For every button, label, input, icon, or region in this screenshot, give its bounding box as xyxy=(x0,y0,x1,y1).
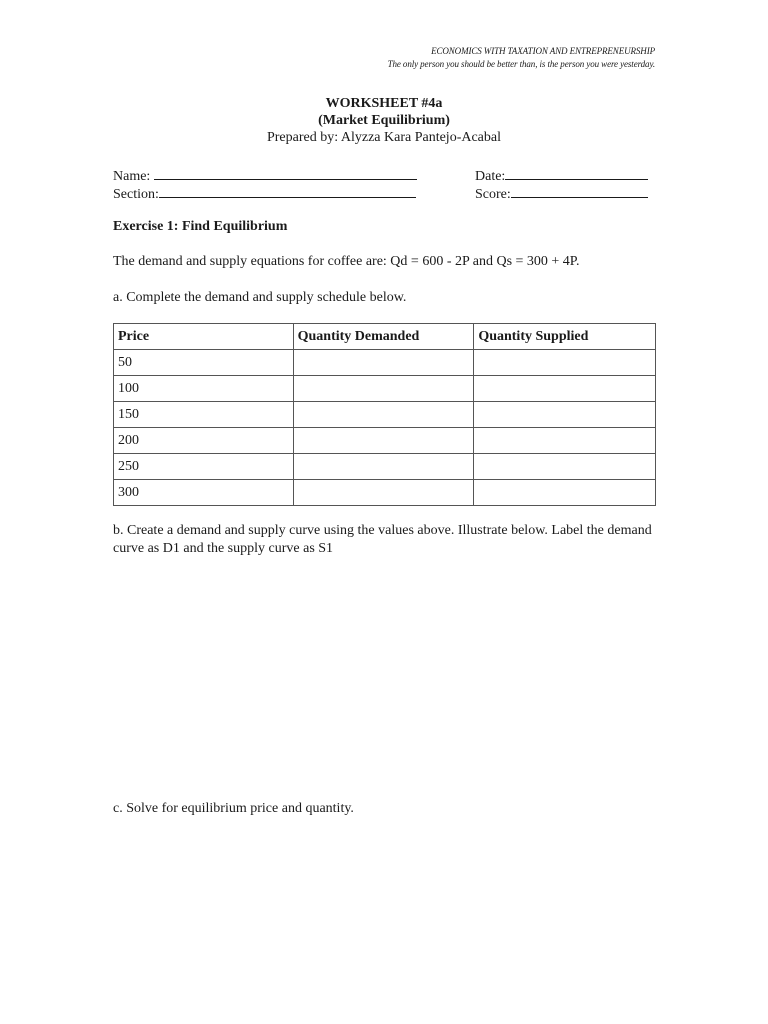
price-cell: 50 xyxy=(114,350,294,376)
quantity-demanded-cell[interactable] xyxy=(293,350,474,376)
prepared-by: Prepared by: Alyzza Kara Pantejo-Acabal xyxy=(266,130,501,145)
price-cell: 200 xyxy=(114,428,294,454)
header-price: Price xyxy=(114,324,294,350)
part-a-instruction: a. Complete the demand and supply schedule below. xyxy=(113,290,407,305)
name-label: Name: xyxy=(113,169,151,184)
quantity-supplied-cell[interactable] xyxy=(474,428,656,454)
name-field xyxy=(113,166,417,185)
date-field xyxy=(475,166,648,185)
table-row xyxy=(114,480,656,506)
schedule-table xyxy=(113,323,656,506)
worksheet-topic: (Market Equilibrium) xyxy=(318,113,450,128)
quantity-supplied-cell[interactable] xyxy=(474,350,656,376)
section-blank[interactable] xyxy=(159,184,416,198)
document-header xyxy=(388,45,655,71)
motto: The only person you should be better than, is the person you were yesterday. xyxy=(387,59,655,69)
part-b-instruction: b. Create a demand and supply curve using the values above. Illustrate below. Label the demand curve as D1 and the supply curve as S1 xyxy=(113,523,652,556)
quantity-demanded-cell[interactable] xyxy=(293,428,474,454)
course-title: ECONOMICS WITH TAXATION AND ENTREPRENEURSHIP xyxy=(431,46,655,56)
name-blank[interactable] xyxy=(154,166,417,180)
quantity-supplied-cell[interactable] xyxy=(474,376,656,402)
date-blank[interactable] xyxy=(505,166,648,180)
score-blank[interactable] xyxy=(511,184,648,198)
quantity-demanded-cell[interactable] xyxy=(293,480,474,506)
quantity-demanded-cell[interactable] xyxy=(293,454,474,480)
table-row xyxy=(114,376,656,402)
title-block xyxy=(0,95,768,147)
quantity-demanded-cell[interactable] xyxy=(293,402,474,428)
price-cell: 100 xyxy=(114,376,294,402)
table-row xyxy=(114,428,656,454)
price-cell: 150 xyxy=(114,402,294,428)
exercise-intro: The demand and supply equations for coffee are: Qd = 600 - 2P and Qs = 300 + 4P. xyxy=(113,254,580,269)
table-header-row xyxy=(114,324,656,350)
quantity-supplied-cell[interactable] xyxy=(474,480,656,506)
section-label: Section: xyxy=(113,187,159,202)
quantity-supplied-cell[interactable] xyxy=(474,454,656,480)
price-cell: 300 xyxy=(114,480,294,506)
header-quantity-supplied: Quantity Supplied xyxy=(474,324,656,350)
table-row xyxy=(114,350,656,376)
quantity-demanded-cell[interactable] xyxy=(293,376,474,402)
score-field xyxy=(475,184,648,203)
score-label: Score: xyxy=(475,187,511,202)
date-label: Date: xyxy=(475,169,506,184)
exercise-heading: Exercise 1: Find Equilibrium xyxy=(113,219,288,234)
table-row xyxy=(114,402,656,428)
part-c-instruction: c. Solve for equilibrium price and quantity. xyxy=(113,801,354,816)
quantity-supplied-cell[interactable] xyxy=(474,402,656,428)
price-cell: 250 xyxy=(114,454,294,480)
section-field xyxy=(113,184,416,203)
header-quantity-demanded: Quantity Demanded xyxy=(293,324,474,350)
table-row xyxy=(114,454,656,480)
worksheet-title: WORKSHEET #4a xyxy=(325,96,443,111)
